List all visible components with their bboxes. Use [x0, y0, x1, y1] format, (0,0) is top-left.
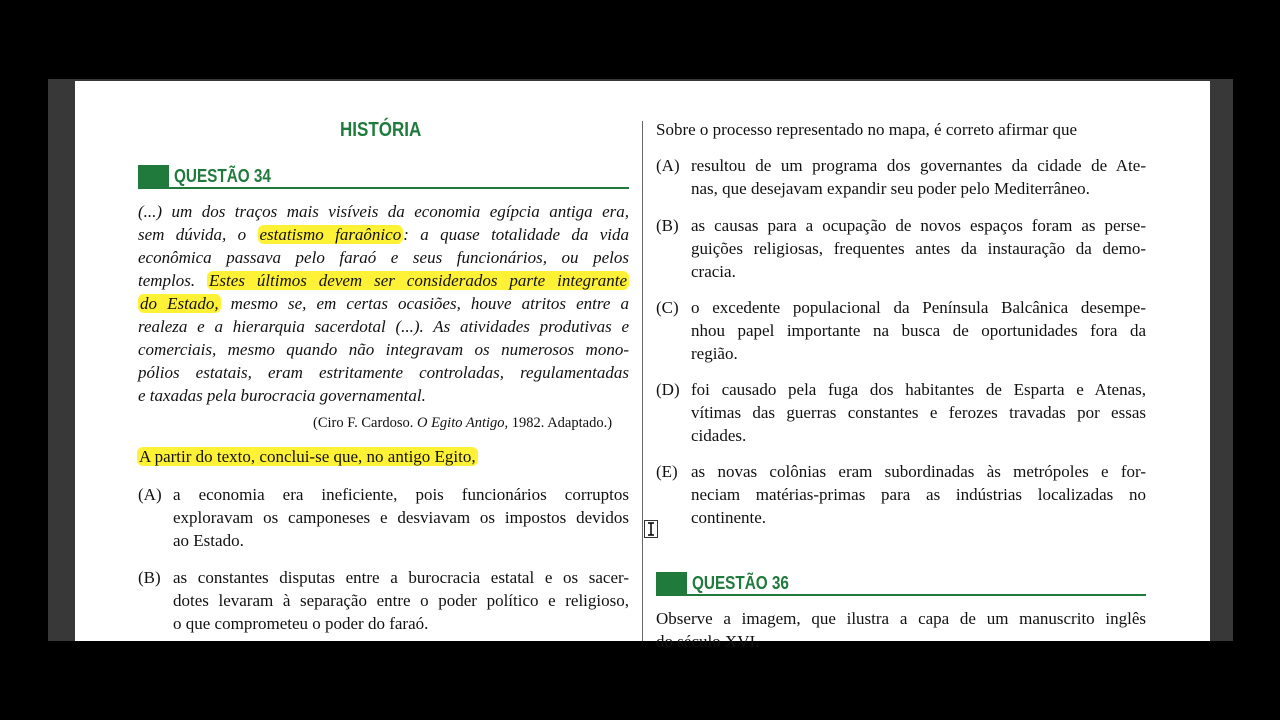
option-letter: (A): [138, 485, 162, 504]
option-a[interactable]: (A) a economia era ineficiente, pois funcionários corruptos exploravam os camponeses e desviavam os impostos devidos ao Estado.: [138, 485, 629, 550]
passage-line: sem dúvida, o estatismo faraônico : a quase totalidade da vida: [138, 225, 629, 244]
text-cursor-icon: [644, 520, 658, 538]
option-b[interactable]: (B) as causas para a ocupação de novos espaços foram as perse- guições religiosas, frequentes antes da instauração da demo- cracia.: [656, 216, 1146, 281]
option-letter: (B): [138, 568, 161, 587]
option-letter: (B): [656, 216, 679, 235]
highlight-do-estado: do Estado,: [140, 294, 219, 313]
question-36-label: QUESTÃO 36: [692, 573, 789, 593]
option-b[interactable]: (B) as constantes disputas entre a burocracia estatal e os sacer- dotes levaram à separação entre o poder político e religioso, o que comprometeu o poder do faraó.: [138, 568, 629, 633]
exam-page: [75, 81, 1210, 651]
passage-line: templos. Estes últimos devem ser considerados parte integrante: [138, 271, 628, 290]
passage-line: (...) um dos traços mais visíveis da economia egípcia antiga era,: [138, 202, 629, 221]
passage-line: comerciais, mesmo quando não integravam os numerosos mono-: [138, 340, 629, 359]
passage-line: econômica passava pelo faraó e seus funcionários, ou pelos: [138, 248, 629, 267]
passage-text: [138, 200, 629, 407]
question-34-prompt: [137, 445, 478, 468]
passage-line: do Estado, mesmo se, em certas ocasiões, houve atritos entre a: [140, 294, 629, 313]
question-34-header: [138, 165, 629, 189]
option-e[interactable]: (E) as novas colônias eram subordinadas às metrópoles e for- neciam matérias-primas para as indústrias localizadas no continente.: [656, 462, 1146, 527]
option-letter: (D): [656, 380, 680, 399]
option-letter: (A): [656, 156, 680, 175]
question-34-label: QUESTÃO 34: [174, 166, 271, 186]
passage-line: e taxadas pela burocracia governamental.: [138, 386, 426, 405]
passage-line: pólios estatais, eram estritamente controladas, regulamentadas: [138, 363, 629, 382]
column-divider: [642, 121, 643, 641]
question-36-header: [656, 572, 1146, 596]
highlight-estes-ultimos: Estes últimos devem ser considerados parte integrante: [209, 271, 628, 290]
option-d[interactable]: (D) foi causado pela fuga dos habitantes de Esparta e Atenas, vítimas das guerras constantes e ferozes travadas por essas cidades.: [656, 380, 1146, 445]
source-citation: (Ciro F. Cardoso. O Egito Antigo, 1982. Adaptado.): [313, 415, 613, 431]
subject-title: HISTÓRIA: [340, 119, 422, 141]
header-block-icon: [656, 572, 687, 594]
option-letter: (C): [656, 298, 679, 317]
option-a[interactable]: (A) resultou de um programa dos governantes da cidade de Ate- nas, que desejavam expandir seu poder pelo Mediterrâneo.: [656, 156, 1146, 198]
question-36-stem: Observe a imagem, que ilustra a capa de um manuscrito inglês do século XVI.: [656, 609, 1146, 651]
option-letter: (E): [656, 462, 678, 481]
highlight-estatismo: estatismo faraônico: [259, 225, 402, 244]
highlight-prompt: A partir do texto, conclui-se que, no antigo Egito,: [139, 447, 476, 466]
option-c[interactable]: (C) o excedente populacional da Península Balcânica desempe- nhou papel importante na busca de oportunidades fora da região.: [656, 298, 1146, 363]
question-35-stem: Sobre o processo representado no mapa, é correto afirmar que: [656, 120, 1078, 139]
passage-line: realeza e a hierarquia sacerdotal (...). As atividades produtivas e: [138, 317, 629, 336]
header-block-icon: [138, 165, 169, 187]
